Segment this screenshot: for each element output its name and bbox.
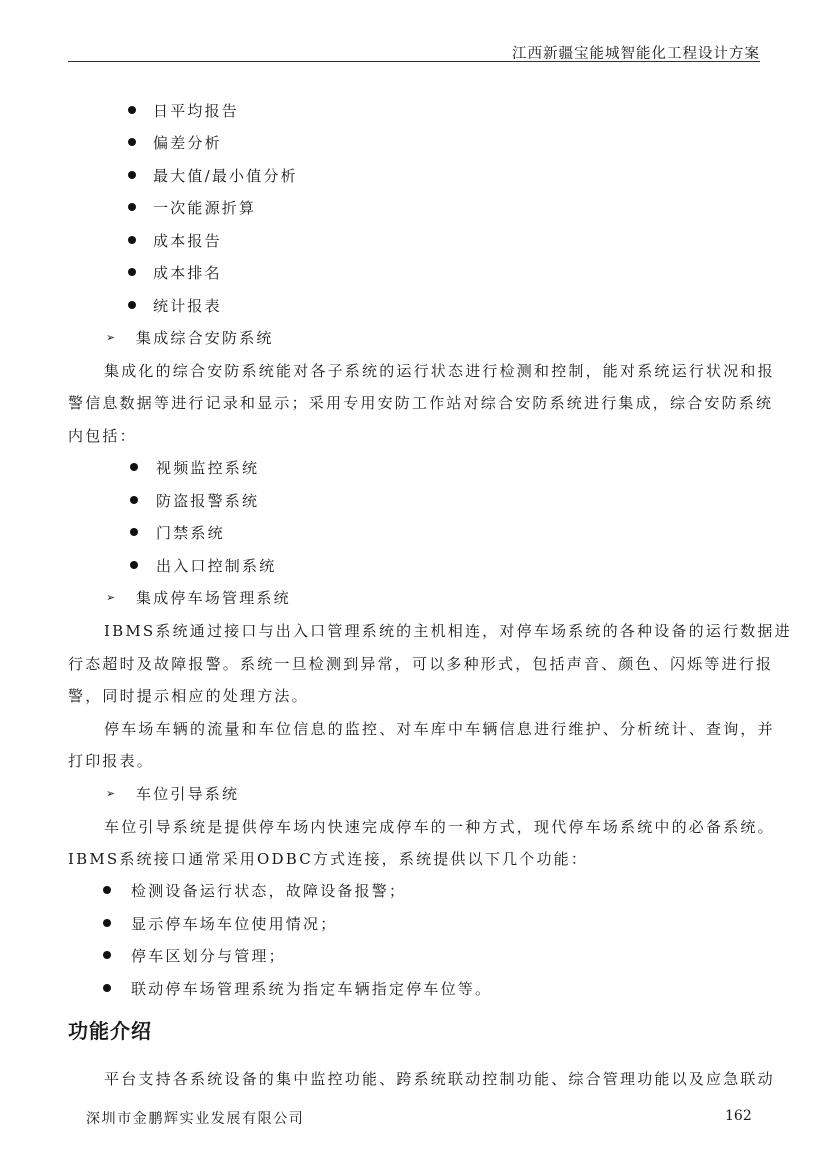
paragraph-line: 平台支持各系统设备的集中监控功能、跨系统联动控制功能、综合管理功能以及应急联动 [104,1070,775,1088]
list-item: 最大值/最小值分析 [153,167,298,185]
list-item: 成本排名 [153,264,222,282]
bullet-icon [128,171,136,179]
list-item: 门禁系统 [156,524,225,542]
list-item: 检测设备运行状态，故障设备报警； [131,882,407,900]
paragraph-line: 打印报表。 [68,752,155,770]
header-divider [68,61,760,62]
paragraph-line: 行态超时及故障报警。系统一旦检测到异常，可以多种形式，包括声音、颜色、闪烁等进行报 [68,655,774,673]
list-item: 出入口控制系统 [156,557,277,575]
bullet-icon [103,951,111,959]
paragraph-line: 停车场车辆的流量和车位信息的监控、对车库中车辆信息进行维护、分析统计、查询，并 [104,720,775,738]
bullet-icon [103,984,111,992]
section-heading: 功能介绍 [68,1019,152,1043]
bullet-icon [128,268,136,276]
bullet-icon [128,203,136,211]
list-item: 日平均报告 [153,102,240,120]
paragraph-line: 集成化的综合安防系统能对各子系统的运行状态进行检测和控制，能对系统运行状况和报 [104,362,775,380]
list-item: 成本报告 [153,232,222,250]
list-item: 视频监控系统 [156,459,260,477]
list-item: 统计报表 [153,297,222,315]
footer-company: 深圳市金鹏辉实业发展有限公司 [86,1111,305,1127]
list-item: 联动停车场管理系统为指定车辆指定停车位等。 [131,980,493,998]
paragraph-line: 车位引导系统是提供停车场内快速完成停车的一种方式，现代停车场系统中的必备系统。 [104,818,775,836]
list-item: 显示停车场车位使用情况； [131,915,338,933]
bullet-icon [128,236,136,244]
arrow-bullet-icon: ➢ [106,331,116,344]
page-number: 162 [725,1108,752,1124]
bullet-icon [103,919,111,927]
bullet-icon [130,561,138,569]
section-title: 集成综合安防系统 [136,329,274,347]
paragraph-line: IBMS系统通过接口与出入口管理系统的主机相连，对停车场系统的各种设备的运行数据进 [104,622,792,640]
bullet-icon [128,138,136,146]
section-title: 集成停车场管理系统 [136,589,291,607]
bullet-icon [128,301,136,309]
header-title: 江西新疆宝能城智能化工程设计方案 [512,46,760,62]
paragraph-line: IBMS系统接口通常采用ODBC方式连接，系统提供以下几个功能： [68,850,589,868]
arrow-bullet-icon: ➢ [106,591,116,604]
paragraph-line: 警信息数据等进行记录和显示；采用专用安防工作站对综合安防系统进行集成，综合安防系统 [68,394,774,412]
section-title: 车位引导系统 [136,785,240,803]
list-item: 偏差分析 [153,134,222,152]
bullet-icon [128,106,136,114]
paragraph-line: 警，同时提示相应的处理方法。 [68,687,309,705]
bullet-icon [130,496,138,504]
bullet-icon [130,463,138,471]
list-item: 一次能源折算 [153,199,257,217]
arrow-bullet-icon: ➢ [106,787,116,800]
bullet-icon [130,528,138,536]
paragraph-line: 内包括： [68,427,137,445]
bullet-icon [103,886,111,894]
list-item: 停车区划分与管理； [131,947,286,965]
list-item: 防盗报警系统 [156,492,260,510]
